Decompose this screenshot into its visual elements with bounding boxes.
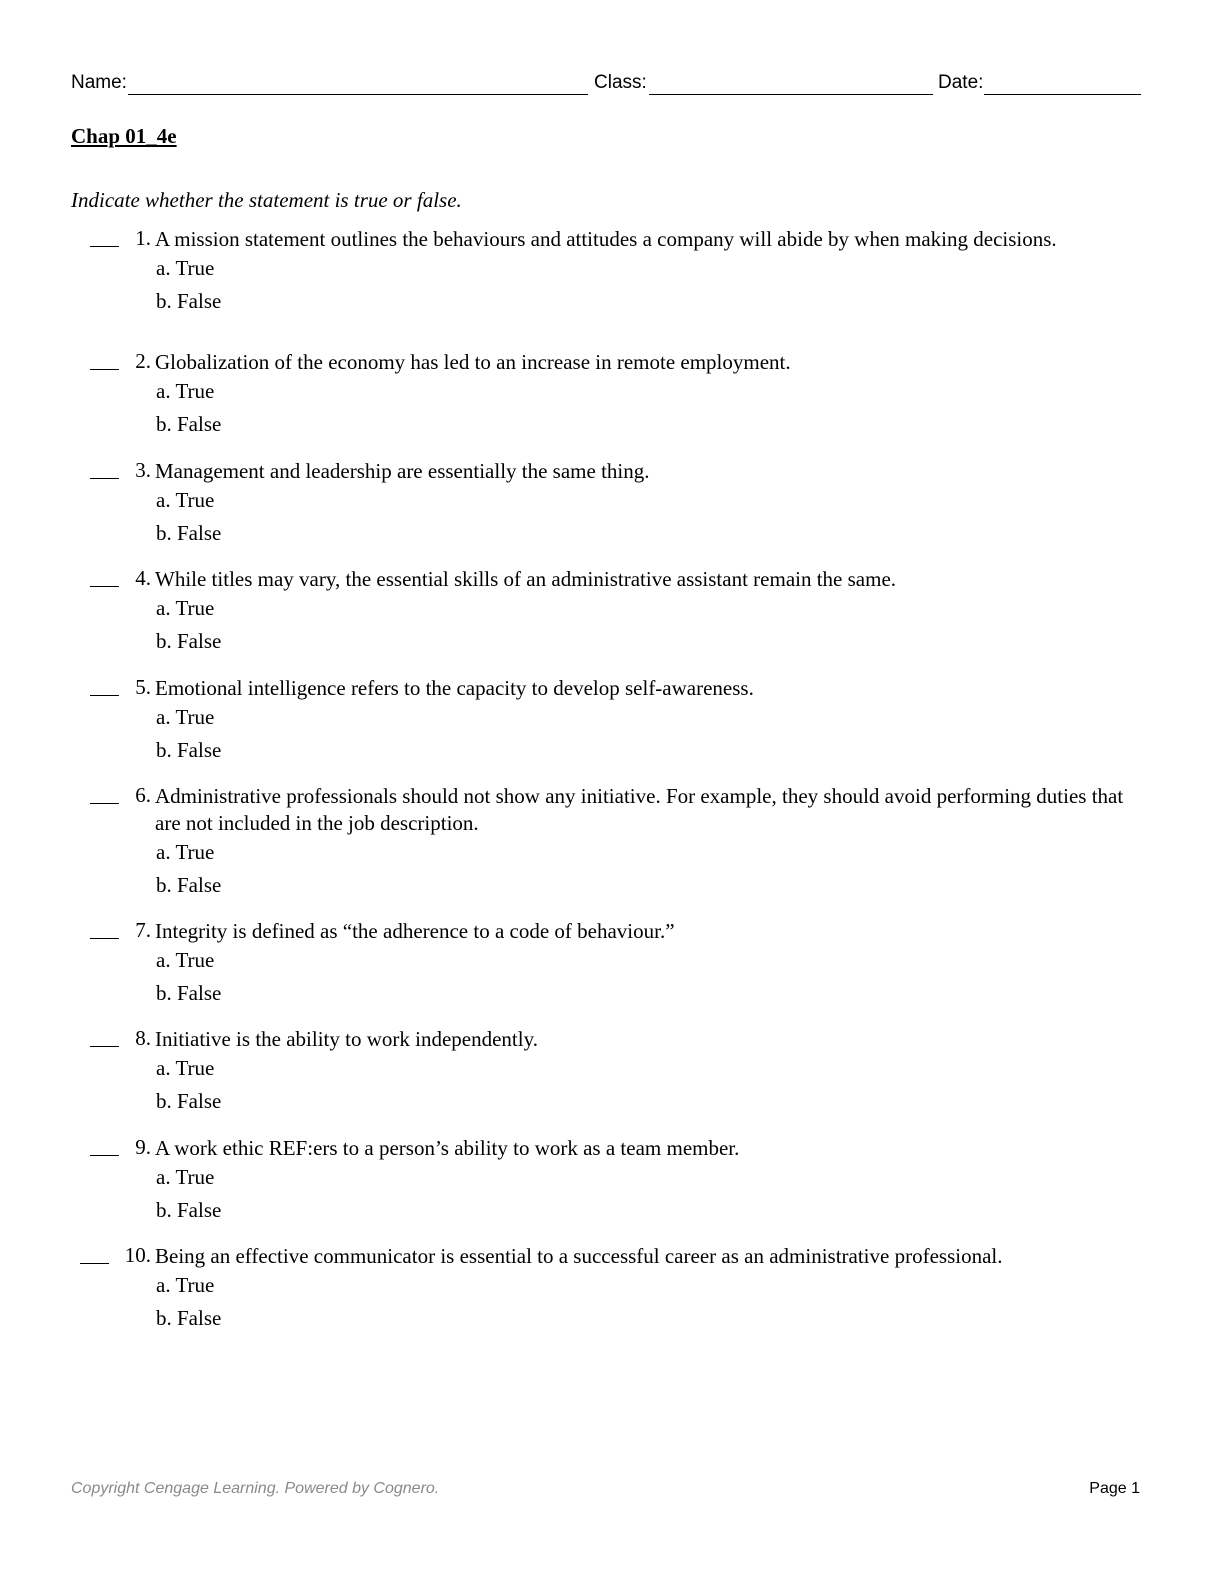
- answer-blank: [90, 369, 119, 370]
- option-false: b. False: [156, 1306, 222, 1330]
- question-number: 7.: [135, 918, 151, 942]
- question-number: 6.: [135, 783, 151, 807]
- question-text: Integrity is defined as “the adherence to a code of behaviour.”: [155, 919, 675, 943]
- option-true: a. True: [156, 596, 215, 620]
- answer-blank: [90, 803, 119, 804]
- question-number: 8.: [135, 1026, 151, 1050]
- option-true: a. True: [156, 256, 215, 280]
- question-number: 5.: [135, 675, 151, 699]
- option-true: a. True: [156, 1165, 215, 1189]
- answer-blank: [90, 586, 119, 587]
- page-number: Page 1: [1089, 1480, 1140, 1497]
- option-false: b. False: [156, 289, 222, 313]
- question-text: A work ethic REF:ers to a person’s ability to work as a team member.: [155, 1136, 740, 1160]
- question-number: 2.: [135, 349, 151, 373]
- question-text: Management and leadership are essentially the same thing.: [155, 459, 650, 483]
- name-label: Name:: [71, 72, 127, 93]
- answer-blank: [90, 246, 119, 247]
- answer-blank: [90, 478, 119, 479]
- question-text: Globalization of the economy has led to an increase in remote employment.: [155, 350, 791, 374]
- option-true: a. True: [156, 1273, 215, 1297]
- question-text: Being an effective communicator is essential to a successful career as an administrative professional.: [155, 1244, 1003, 1268]
- answer-blank: [90, 1155, 119, 1156]
- answer-blank: [80, 1263, 109, 1264]
- answer-blank: [90, 1046, 119, 1047]
- option-false: b. False: [156, 629, 222, 653]
- option-false: b. False: [156, 521, 222, 545]
- question-number: 9.: [135, 1135, 151, 1159]
- option-true: a. True: [156, 488, 215, 512]
- question-number: 10.: [124, 1243, 151, 1267]
- question-number: 4.: [135, 566, 151, 590]
- class-label: Class:: [594, 72, 647, 93]
- question-text: A mission statement outlines the behaviours and attitudes a company will abide by when making decisions.: [155, 227, 1057, 251]
- student-info-header: [71, 70, 1141, 100]
- option-true: a. True: [156, 705, 215, 729]
- page-title: Chap 01_4e: [71, 124, 177, 148]
- option-false: b. False: [156, 873, 222, 897]
- date-blank: [984, 94, 1141, 95]
- question-text: Initiative is the ability to work independently.: [155, 1027, 538, 1051]
- option-false: b. False: [156, 738, 222, 762]
- answer-blank: [90, 695, 119, 696]
- option-false: b. False: [156, 981, 222, 1005]
- question-text: Administrative professionals should not show any initiative. For example, they should avoid performing duties that are not included in the job description.: [155, 784, 1124, 835]
- date-label: Date:: [938, 72, 984, 93]
- class-blank: [649, 94, 933, 95]
- answer-blank: [90, 938, 119, 939]
- instructions: Indicate whether the statement is true or false.: [71, 188, 462, 212]
- option-true: a. True: [156, 948, 215, 972]
- option-true: a. True: [156, 379, 215, 403]
- name-blank: [128, 94, 588, 95]
- option-false: b. False: [156, 1198, 222, 1222]
- question-number: 1.: [135, 226, 151, 250]
- question-text: While titles may vary, the essential skills of an administrative assistant remain the same.: [155, 567, 897, 591]
- question-text: Emotional intelligence refers to the capacity to develop self-awareness.: [155, 676, 754, 700]
- option-true: a. True: [156, 840, 215, 864]
- copyright-notice: Copyright Cengage Learning. Powered by Cognero.: [71, 1480, 440, 1497]
- option-false: b. False: [156, 412, 222, 436]
- option-true: a. True: [156, 1056, 215, 1080]
- question-number: 3.: [135, 458, 151, 482]
- option-false: b. False: [156, 1089, 222, 1113]
